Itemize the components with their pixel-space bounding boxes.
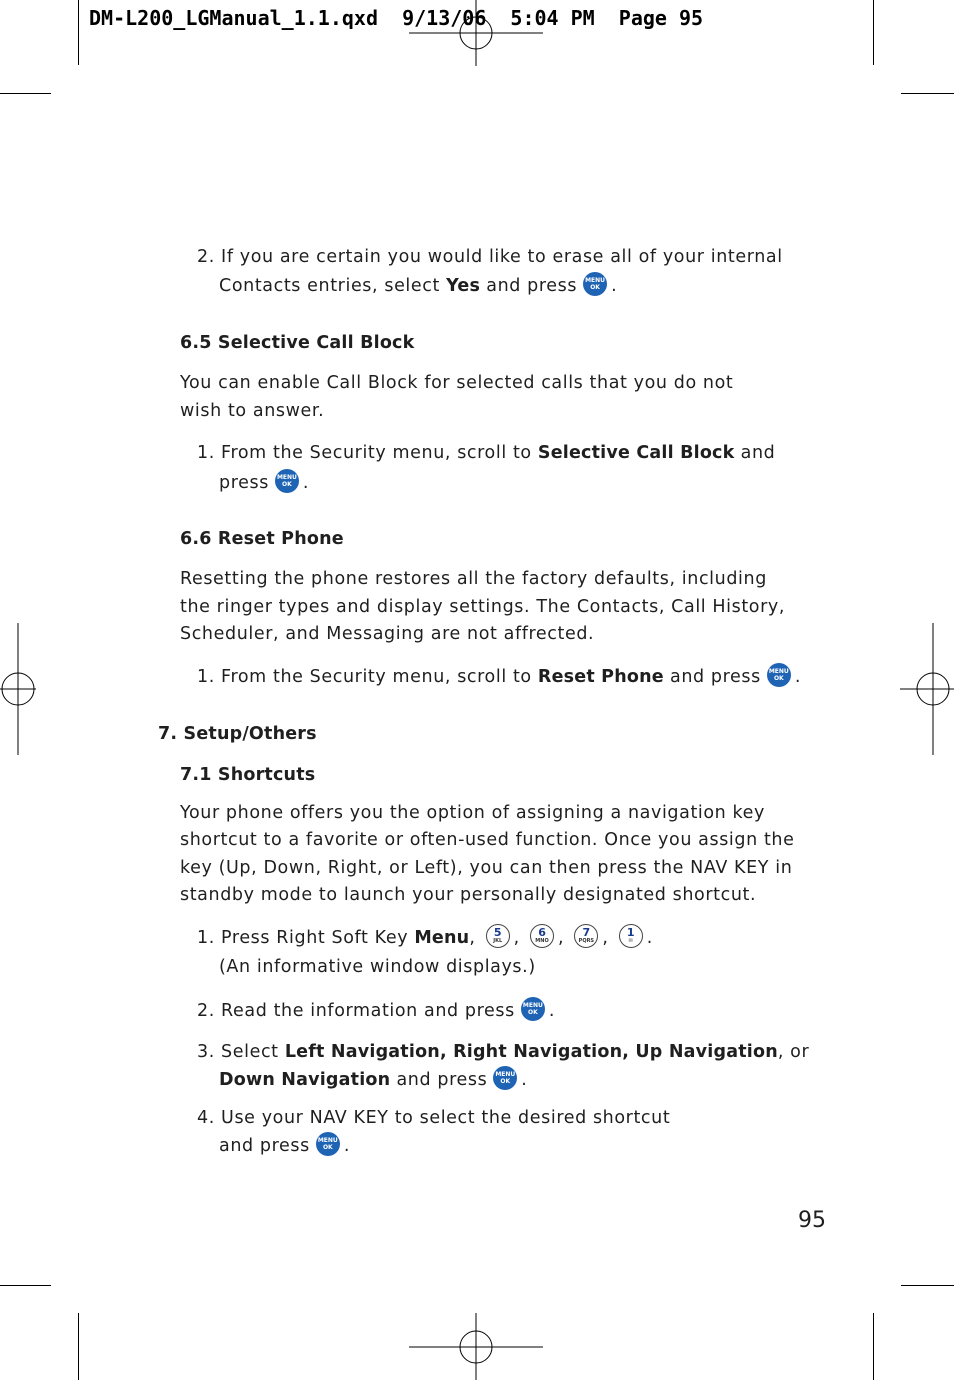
step-line <box>197 998 555 1025</box>
menu-ok-key-icon: MENU OK <box>493 1066 517 1090</box>
section-heading-6-5: 6.5 Selective Call Block <box>180 333 415 353</box>
key-7-icon: 7 PQRS <box>574 924 598 948</box>
paragraph-line: You can enable Call Block for selected calls that you do not <box>180 373 734 393</box>
menu-ok-key-icon: MENU OK <box>767 663 791 687</box>
text: 1. From the Security menu, scroll to <box>197 667 538 687</box>
crop-mark <box>0 1285 51 1286</box>
text: 1. From the Security menu, scroll to <box>197 443 538 463</box>
key-5-icon: 5 JKL <box>486 924 510 948</box>
paragraph-line: shortcut to a favorite or often-used function. Once you assign the <box>180 830 795 850</box>
section-heading-7-1: 7.1 Shortcuts <box>180 765 316 785</box>
crop-mark <box>901 1285 954 1286</box>
step-line <box>197 664 801 691</box>
menu-ok-key-icon: MENU OK <box>521 997 545 1021</box>
registration-mark-icon <box>900 623 954 755</box>
paragraph-line: Scheduler, and Messaging are not affrected. <box>180 624 595 644</box>
paragraph-line: wish to answer. <box>180 401 325 421</box>
text: and press <box>480 276 578 296</box>
text: and press <box>390 1070 488 1090</box>
registration-mark-icon <box>409 1313 543 1380</box>
page-number: 95 <box>798 1208 826 1233</box>
registration-mark-icon <box>0 623 36 755</box>
text: press <box>219 473 269 493</box>
paragraph-line: standby mode to launch your personally designated shortcut. <box>180 885 757 905</box>
section-heading-6-6: 6.6 Reset Phone <box>180 529 344 549</box>
key-1-icon: 1 ✉ <box>619 924 643 948</box>
menu-ok-key-icon: MENU OK <box>275 469 299 493</box>
paragraph-line: Resetting the phone restores all the factory defaults, including <box>180 569 767 589</box>
option-yes: Yes <box>446 276 481 296</box>
menu-term: Selective Call Block <box>537 443 735 463</box>
text: 2. Read the information and press <box>197 1001 515 1021</box>
text: . <box>521 1070 528 1090</box>
text: . <box>343 1136 350 1156</box>
crop-mark <box>78 0 79 65</box>
section-heading-7: 7. Setup/Others <box>158 724 317 744</box>
menu-term: Reset Phone <box>537 667 664 687</box>
text: and press <box>219 1136 310 1156</box>
text: , <box>602 928 609 948</box>
text: , <box>469 928 476 948</box>
step-line <box>197 1039 809 1066</box>
text: . <box>548 1001 556 1021</box>
text: , or <box>777 1042 810 1062</box>
crop-mark <box>873 0 874 65</box>
text: and <box>734 443 776 463</box>
step-line <box>197 925 653 952</box>
text: . <box>794 667 801 687</box>
step-line <box>197 440 775 467</box>
text: and press <box>663 667 761 687</box>
crop-mark <box>0 93 51 94</box>
crop-mark <box>901 93 954 94</box>
step-erase-line2 <box>219 273 617 300</box>
text: , <box>558 928 565 948</box>
key-6-icon: 6 MNO <box>530 924 554 948</box>
crop-mark <box>873 1313 874 1380</box>
text: 3. Select <box>197 1042 285 1062</box>
step-erase-line1: 2. If you are certain you would like to erase all of your internal <box>197 247 783 267</box>
step-line <box>219 1067 527 1094</box>
text: 1. Press Right Soft Key <box>197 928 415 948</box>
text: . <box>646 928 653 948</box>
step-line <box>219 1133 350 1160</box>
menu-term: Menu <box>414 928 470 948</box>
menu-term: Left Navigation, Right Navigation, Up Navigation <box>284 1042 778 1062</box>
crop-mark <box>78 1313 79 1380</box>
menu-term: Down Navigation <box>219 1070 391 1090</box>
paragraph-line: key (Up, Down, Right, or Left), you can then press the NAV KEY in <box>180 858 793 878</box>
step-line <box>219 470 309 497</box>
paragraph-line: Your phone offers you the option of assigning a navigation key <box>180 803 765 823</box>
paragraph-line: the ringer types and display settings. The Contacts, Call History, <box>180 597 786 617</box>
text: . <box>302 473 310 493</box>
text: . <box>611 276 618 296</box>
text: Contacts entries, select <box>219 276 447 296</box>
text: , <box>513 928 520 948</box>
print-slug-header: DM-L200_LGManual_1.1.qxd 9/13/06 5:04 PM Page 95 <box>89 6 704 30</box>
menu-ok-key-icon: MENU OK <box>316 1132 340 1156</box>
menu-ok-key-icon: MENU OK <box>583 272 607 296</box>
step-line: 4. Use your NAV KEY to select the desired shortcut <box>197 1108 671 1128</box>
step-line: (An informative window displays.) <box>219 957 536 977</box>
